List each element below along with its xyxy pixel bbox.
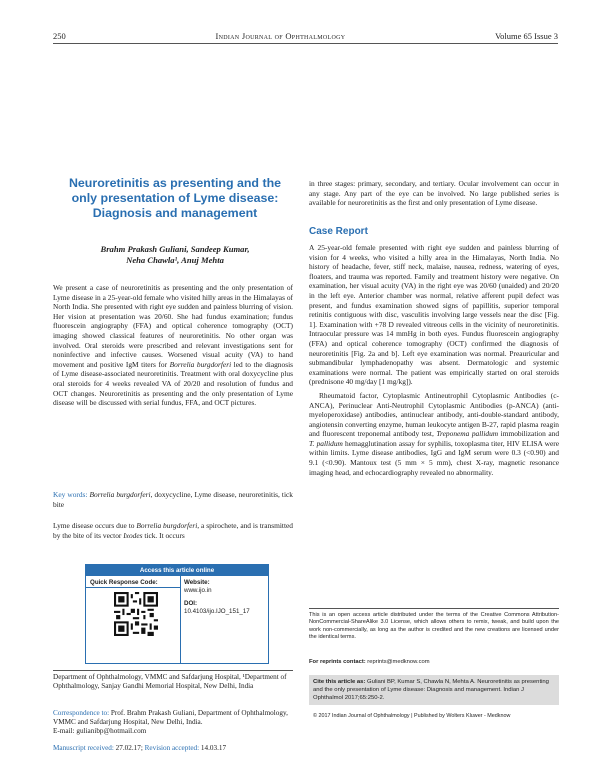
volume-issue: Volume 65 Issue 3	[495, 31, 558, 41]
intro-italic-1: Borrelia burgdorferi	[136, 521, 198, 530]
intro-text-3: tick. It occurs	[142, 530, 185, 540]
abstract-text-1: We present a case of neuroretinitis as presenting and the only presentation of Lyme disease in a 25-year-old female who visited hilly areas in the Himalayas of North India. She presented with right eye sudden and painless blurring of vision. Her vision at presentation was 20/60. She had fundus examination; fundus fluorescein angiography (FFA) and optical coherence tomography (OCT) imaging showed classical features of neuroretinitis. No other organ was involved. Oral steroids were prescribed and relevant investigations sent for noninfective and infective causes. Worsened visual acuity (VA) to hand movement and positive IgM titers for	[53, 283, 293, 369]
case-report-heading: Case Report	[309, 226, 368, 237]
access-heading: Access this article online	[86, 565, 268, 576]
website-label: Website:	[184, 579, 210, 586]
access-info	[184, 579, 250, 616]
qr-code-icon[interactable]	[114, 592, 158, 636]
intro-text-2: , a spirochete, and is transmitted by the bite of its vector	[53, 521, 293, 540]
author-list	[60, 244, 290, 266]
intro-continued: in three stages: primary, secondary, and tertiary. Ocular involvement can occur in any stage. Any part of the eye can be involved. No large published series is available for neuroretinitis as the first and only presentation of Lyme disease.	[309, 179, 559, 208]
accepted-date: 14.03.17	[199, 744, 227, 752]
doi-link[interactable]: 10.4103/ijo.IJO_151_17	[184, 608, 250, 615]
reprints-contact	[309, 659, 559, 665]
author-line-1: Brahm Prakash Guliani, Sandeep Kumar,	[100, 244, 250, 254]
intro-text-1: Lyme disease occurs due to	[53, 521, 137, 530]
keywords-label: Key words:	[53, 490, 88, 499]
received-date: 27.02.17;	[113, 744, 143, 752]
affiliations: Department of Ophthalmology, VMMC and Safdarjung Hospital, ¹Department of Ophthalmology, Sanjay Gandhi Memorial Hospital, New Delhi, India	[53, 670, 293, 691]
access-divider-v	[180, 576, 181, 663]
copyright-line: © 2017 Indian Journal of Ophthalmology | Published by Wolters Kluwer - Medknow	[313, 713, 511, 719]
abstract-italic-1: Borrelia burgdorferi	[169, 359, 232, 369]
qr-label: Quick Response Code:	[90, 579, 158, 586]
case-p2-a: Rheumatoid factor, Cytoplasmic Antineutrophil Cytoplasmic Antibodies (c-ANCA), Perinuclear Anti-Neutrophil Cytoplasmic Antibodies (p-ANCA) (anti-myeloperoxidase) antibodies, antinuclear antibody, anti-double-standard antibody, angiotensin converting enzyme, human leukocyte antigen B-27, rapid plasma reagin and fluorescent treponemal antibody test,	[309, 390, 559, 439]
case-p2-i2: T. pallidum	[309, 438, 343, 448]
page-number: 250	[53, 31, 66, 41]
running-header	[53, 31, 558, 41]
license-note: This is an open access article distributed under the terms of the Creative Commons Attribution-NonCommercial-ShareAlike 3.0 License, which allows others to remix, tweak, and build upon the work non-commercially, as long as the author is credited and the new creations are licensed under the identical terms.	[309, 608, 559, 642]
website-link[interactable]: www.ijo.in	[184, 587, 212, 594]
correspondence	[53, 709, 293, 737]
intro-paragraph	[53, 521, 293, 540]
abstract-text-2: led to the diagnosis of Lyme disease-associated neuroretinitis. Treatment with oral doxycycline plus oral steroids for 4 weeks revealed VA of 20/20 and resolution of fundus and OCT changes. Neuroretinitis as presenting and the only presentation of Lyme disease will be discussed with serial fundus, FFA, and OCT pictures.	[53, 359, 294, 408]
keywords	[53, 490, 293, 509]
journal-name: Indian Journal of Ophthalmology	[215, 31, 346, 41]
keywords-rest: , doxycycline, Lyme disease, neuroretinitis, tick bite	[53, 490, 293, 509]
case-p2-i1: Treponema pallidum	[436, 429, 499, 439]
case-paragraph-1: A 25-year-old female presented with right eye sudden and painless blurring of vision for 4 weeks, who visited a hilly area in the Himalayas, North India. No history of headache, fever, stiff neck, malaise, nausea, redness, watering of eyes, floaters, and trauma was reported. Family and treatment history were negative. On examination, her visual acuity (VA) in the right eye was 20/60 (unaided) and 20/20 in the left eye. Anterior chamber was normal, relative afferent pupil defect was present, and fundus examination showed signs of papillitis, superior temporal retinitis contiguous with disc, vasculitis involving large vessels near the disc [Fig. 1]. Examination with +78 D revealed vitreous cells in the vicinity of neuroretinitis. Intraocular pressure was 14 mmHg in both eyes. Fundus fluorescein angiography (FFA) and optical coherence tomography (OCT) confirmed the diagnosis of neuroretinitis [Fig. 2a and b]. Left eye examination was normal. Preauricular and submandibular lymphadenopathy was absent. Dermatologic and systemic examinations were normal. The patient was empirically started on oral steroids (prednisone 40 mg/day [1 mg/kg]).	[309, 243, 559, 387]
case-p2-b: immobilization and	[498, 429, 560, 439]
correspondence-email[interactable]: E-mail: gulianibp@hotmail.com	[53, 727, 147, 736]
intro-italic-2: Ixodes	[123, 530, 143, 540]
keywords-italic: Borrelia burgdorferi	[89, 490, 151, 499]
abstract	[53, 283, 293, 408]
received-label: Manuscript received:	[53, 744, 114, 752]
reprints-email[interactable]: reprints@medknow.com	[365, 659, 430, 665]
accepted-label: Revision accepted:	[142, 744, 200, 752]
case-p2-c: hemagglutination assay for syphilis, toxoplasma titer, HIV ELISA were within limits. Lyme disease antibodies, IgG and IgM serum were 0.3 (<0.90) and 9.1 (<0.90). Mantoux test (5 mm × 5 mm), chest X-ray, magnetic resonance imaging head, and echocardiography revealed no abnormality.	[309, 438, 559, 477]
correspondence-label: Correspondence to:	[53, 709, 110, 717]
cite-text: Guliani BP, Kumar S, Chawla N, Mehta A. Neuroretinitis as presenting and the only presentation of Lyme disease: Diagnosis and management. Indian J Ophthalmol 2017;65:250-2.	[313, 679, 549, 701]
author-line-2: Neha Chawla¹, Anuj Mehta	[126, 255, 224, 265]
cite-label: Cite this article as:	[313, 679, 366, 685]
reprints-label: For reprints contact:	[309, 659, 366, 665]
header-rule	[53, 43, 558, 44]
citation-box	[309, 675, 559, 705]
manuscript-dates	[53, 744, 293, 752]
doi-label: DOI:	[184, 600, 198, 607]
access-divider-h	[86, 587, 180, 588]
correspondence-text: Prof. Brahm Prakash Guliani, Department of Ophthalmology, VMMC and Safdarjung Hospital, New Delhi, India.	[53, 709, 288, 727]
case-paragraph-2	[309, 391, 559, 477]
case-report-body	[309, 243, 559, 481]
article-title: Neuroretinitis as presenting and the only presentation of Lyme disease: Diagnosis and management	[68, 176, 282, 220]
access-article-box	[85, 564, 269, 664]
